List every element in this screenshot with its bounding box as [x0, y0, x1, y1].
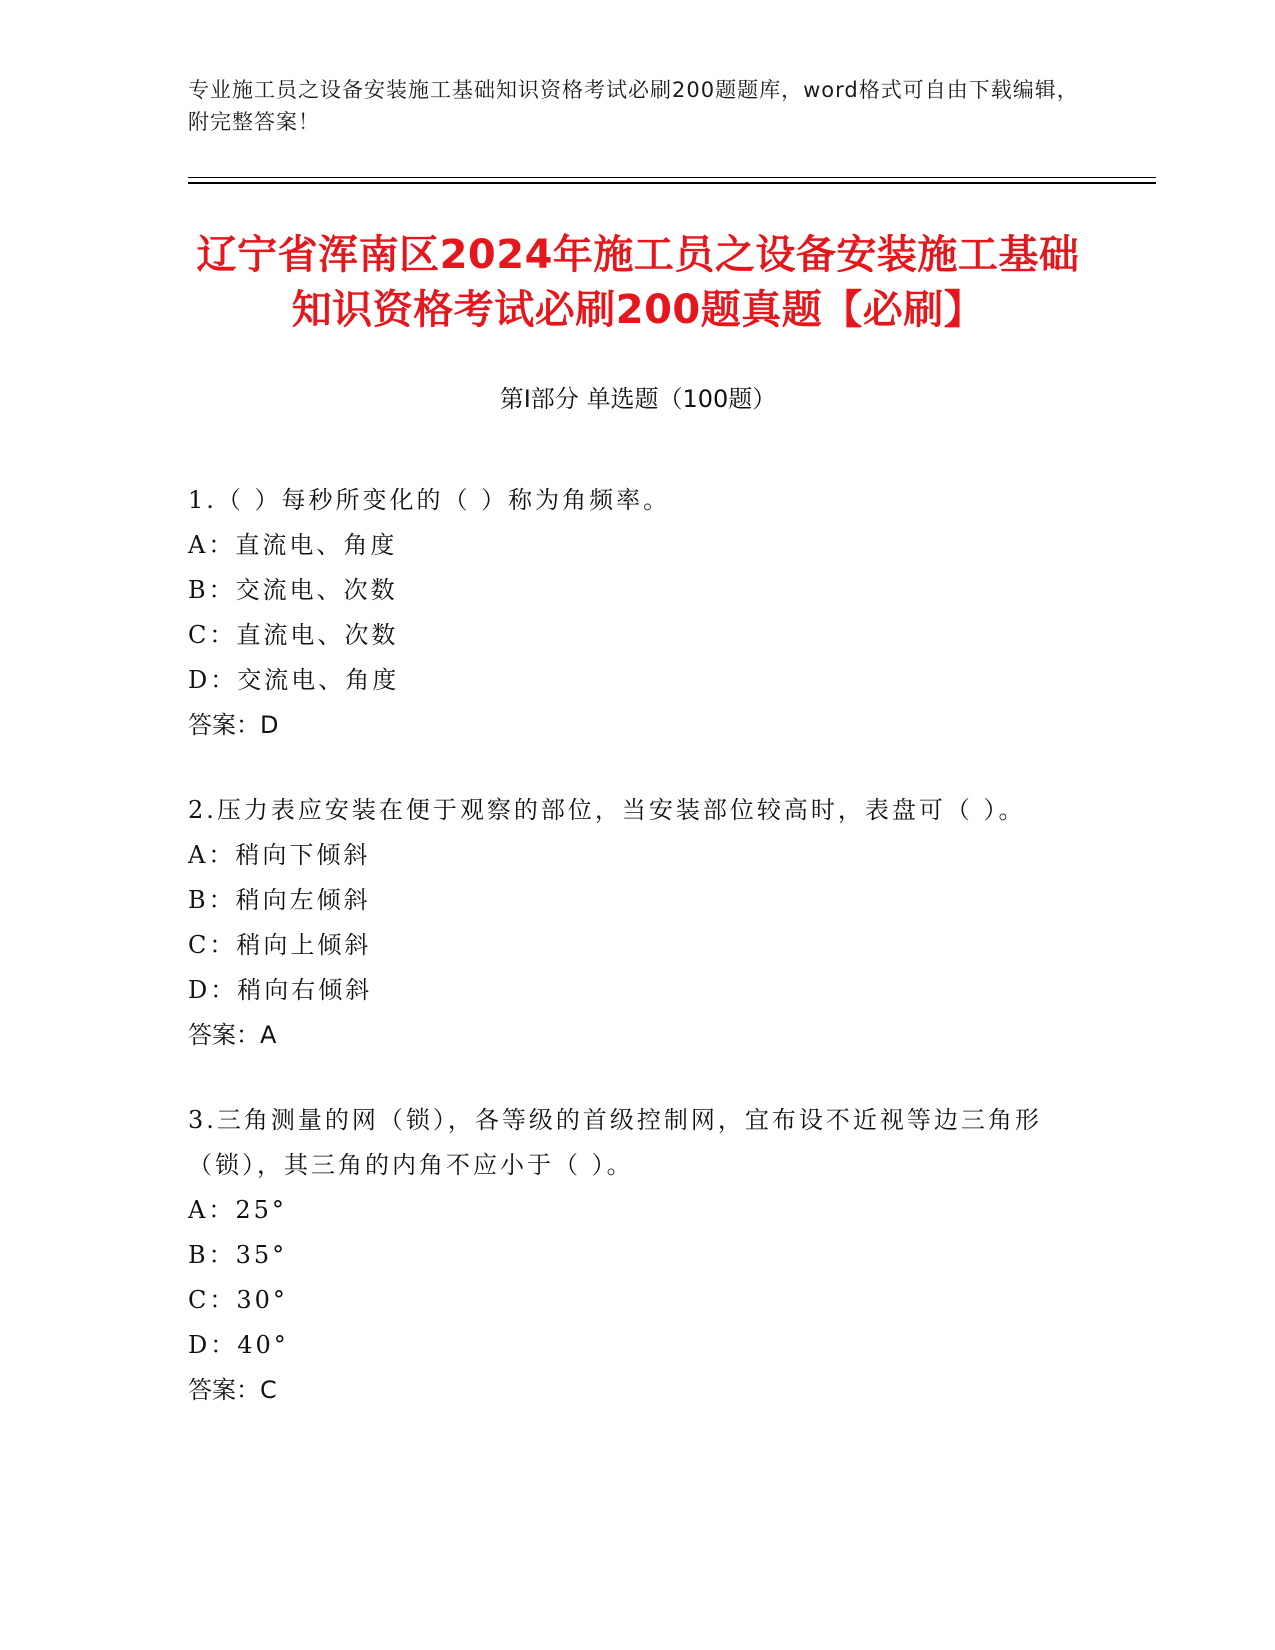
question-stem: 2.压力表应安装在便于观察的部位，当安装部位较高时，表盘可（ ）。 — [188, 796, 1026, 824]
answer-value: A — [260, 1021, 277, 1049]
header-divider-thin — [188, 177, 1156, 178]
question-2 — [188, 788, 1068, 1058]
answer-value: C — [260, 1376, 277, 1404]
option-a: A：25° — [188, 1196, 287, 1224]
question-3 — [188, 1098, 1068, 1413]
answer-value: D — [260, 711, 279, 739]
question-1 — [188, 478, 1068, 748]
header-divider-thick — [188, 182, 1156, 184]
section-title: 第Ⅰ部分 单选题（100题） — [499, 385, 777, 413]
option-d: D：交流电、角度 — [188, 666, 400, 694]
question-stem: 3.三角测量的网（锁），各等级的首级控制网，宜布设不近视等边三角形（锁），其三角的内角不应小于（ ）。 — [188, 1106, 1042, 1179]
option-a: A：稍向下倾斜 — [188, 841, 371, 869]
document-title: 辽宁省浑南区2024年施工员之设备安装施工基础知识资格考试必刷200题真题【必刷】 — [196, 232, 1080, 333]
answer-label: 答案： — [188, 711, 260, 739]
answer-label: 答案： — [188, 1021, 260, 1049]
option-c: C：30° — [188, 1286, 288, 1314]
answer-line — [188, 1368, 1068, 1413]
option-b: B：35° — [188, 1241, 288, 1269]
option-c: C：稍向上倾斜 — [188, 931, 372, 959]
option-d: D：稍向右倾斜 — [188, 976, 373, 1004]
question-list — [188, 478, 1068, 1453]
option-d: D：40° — [188, 1331, 289, 1359]
option-b: B：交流电、次数 — [188, 576, 398, 604]
answer-line — [188, 1013, 1068, 1058]
option-c: C：直流电、次数 — [188, 621, 399, 649]
question-stem: 1.（ ）每秒所变化的（ ）称为角频率。 — [188, 486, 671, 514]
option-b: B：稍向左倾斜 — [188, 886, 371, 914]
answer-line — [188, 703, 1068, 748]
header-note: 专业施工员之设备安装施工基础知识资格考试必刷200题题库，word格式可自由下载编辑，附完整答案！ — [188, 78, 1079, 134]
answer-label: 答案： — [188, 1376, 260, 1404]
option-a: A：直流电、角度 — [188, 531, 398, 559]
